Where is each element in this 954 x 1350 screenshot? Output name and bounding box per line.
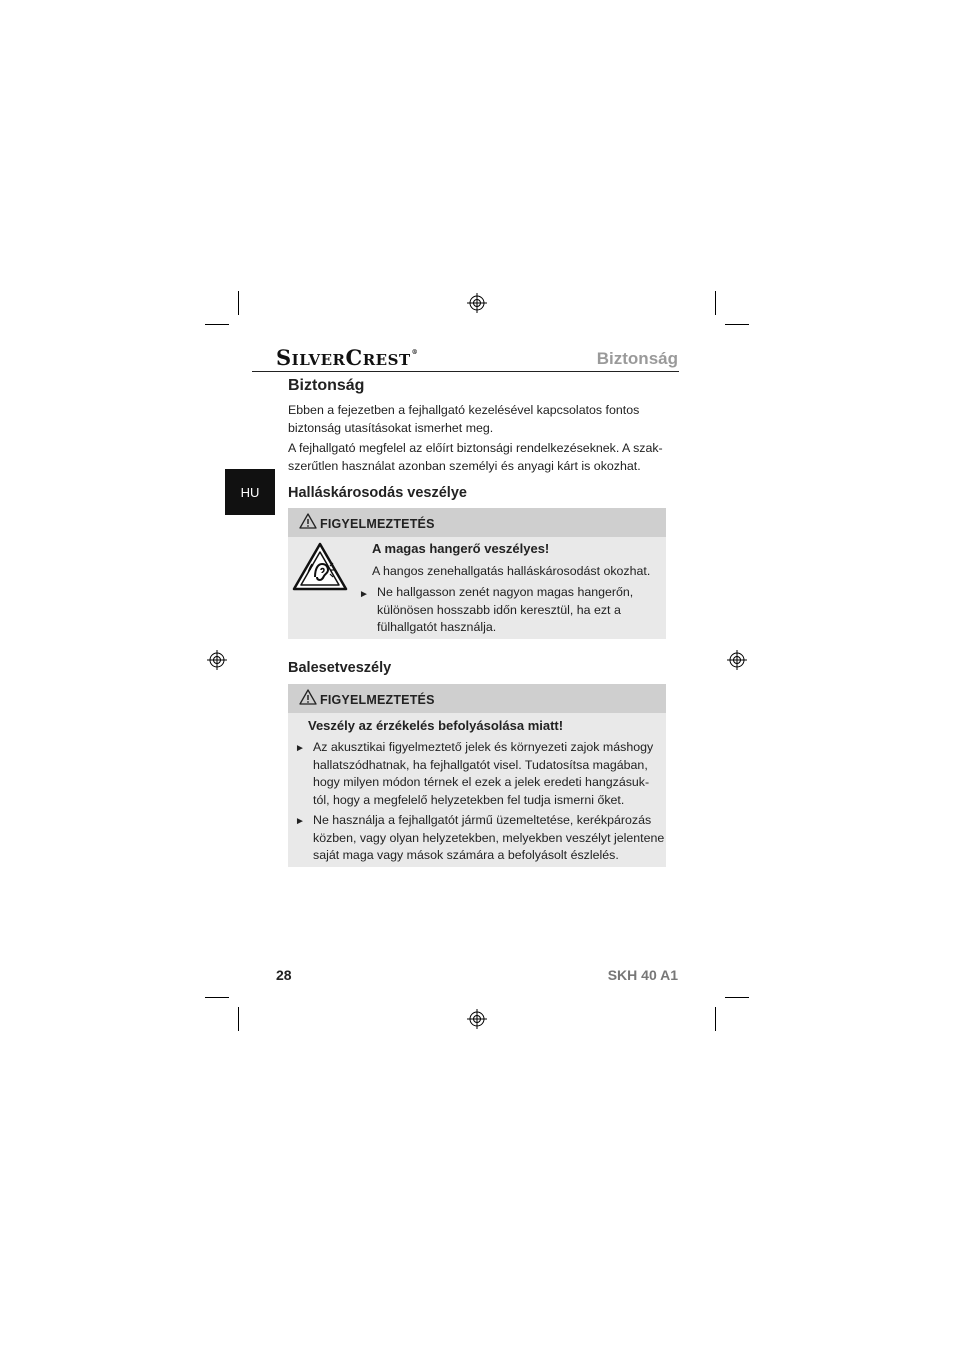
language-tab: HU: [225, 469, 275, 515]
crop-mark: [725, 997, 749, 998]
logo-letter: C: [345, 345, 363, 370]
warning-bullet: [377, 584, 633, 637]
warning-header: [288, 684, 666, 713]
model-number: SKH 40 A1: [607, 967, 678, 983]
warning-bullet: [313, 739, 653, 809]
text-line: Ne hallgasson zenét nagyon magas hangerőn,: [377, 585, 634, 599]
warning-box-hearing: [288, 508, 666, 639]
crop-mark: [205, 997, 229, 998]
text-line: A fejhallgató megfelel az előírt biztonsági rendelkezéseknek. A szak-: [288, 441, 663, 455]
page-number: 28: [276, 967, 292, 983]
logo-letter: S: [276, 345, 292, 370]
text-line: tól, hogy a megfelelő helyzetekben fel tudja ismerni őket.: [313, 792, 625, 807]
warning-bullet: [313, 812, 664, 865]
warning-triangle-icon: [299, 689, 317, 705]
hearing-damage-warning-icon: [292, 542, 348, 592]
text-line: saját maga vagy mások számára a befolyásolt észlelés.: [313, 848, 619, 862]
section-heading-accident: Balesetveszély: [288, 660, 392, 676]
text-line: szerűtlen használat azonban személyi és anyagi kárt is okozhat.: [288, 459, 641, 473]
crop-mark: [725, 324, 749, 325]
crop-mark: [715, 291, 716, 315]
logo-letters: REST: [362, 351, 411, 369]
warning-title: A magas hangerő veszélyes!: [372, 541, 550, 556]
registration-mark-icon: [727, 650, 747, 670]
registration-mark-icon: [467, 293, 487, 313]
text-line: hogy milyen módon térnek el ezek a jelek eredeti hangzásuk-: [313, 775, 650, 789]
crop-mark: [238, 291, 239, 315]
brand-logo: [276, 345, 418, 370]
text-line: különösen hosszabb időn keresztül, ha ezt a: [377, 602, 621, 617]
text-line: fülhallgatót használja.: [377, 620, 497, 634]
warning-text: A hangos zenehallgatás halláskárosodást okozhat.: [372, 564, 651, 578]
warning-header: [288, 508, 666, 537]
warning-triangle-icon: [299, 513, 317, 529]
section-heading-hearing: Halláskárosodás veszélye: [288, 485, 467, 501]
warning-box-accident: [288, 684, 666, 867]
crop-mark: [205, 324, 229, 325]
registration-mark-icon: [467, 1009, 487, 1029]
warning-title: Veszély az érzékelés befolyásolása miatt!: [308, 718, 564, 733]
page-title: Biztonság: [288, 377, 365, 394]
intro-paragraph-1: [288, 401, 668, 437]
bullet-arrow-icon: ►: [295, 816, 305, 827]
crop-mark: [238, 1007, 239, 1031]
logo-letters: ILVER: [291, 351, 346, 369]
warning-label: FIGYELMEZTETÉS: [320, 693, 435, 707]
bullet-arrow-icon: ►: [359, 589, 369, 600]
text-line: biztonság utasításokat ismerhet meg.: [288, 421, 494, 435]
registration-mark-icon: [207, 650, 227, 670]
warning-label: FIGYELMEZTETÉS: [320, 517, 435, 531]
text-line: Ebben a fejezetben a fejhallgató kezelésével kapcsolatos fontos: [288, 403, 640, 417]
crop-mark: [715, 1007, 716, 1031]
header-section-title: Biztonság: [596, 349, 678, 368]
text-line: közben, vagy olyan helyzetekben, melyekben veszélyt jelentene: [313, 830, 665, 845]
intro-paragraph-2: [288, 439, 668, 475]
text-line: Az akusztikai figyelmeztető jelek és környezeti zajok máshogy: [313, 740, 654, 754]
registered-mark: ®: [411, 349, 419, 356]
text-line: hallatszódhatnak, ha fejhallgatót visel. Tudatosítsa magában,: [313, 757, 648, 772]
bullet-arrow-icon: ►: [295, 743, 305, 754]
text-line: Ne használja a fejhallgatót jármű üzemeltetése, kerékpározás: [313, 813, 652, 827]
header-divider: [252, 371, 679, 372]
